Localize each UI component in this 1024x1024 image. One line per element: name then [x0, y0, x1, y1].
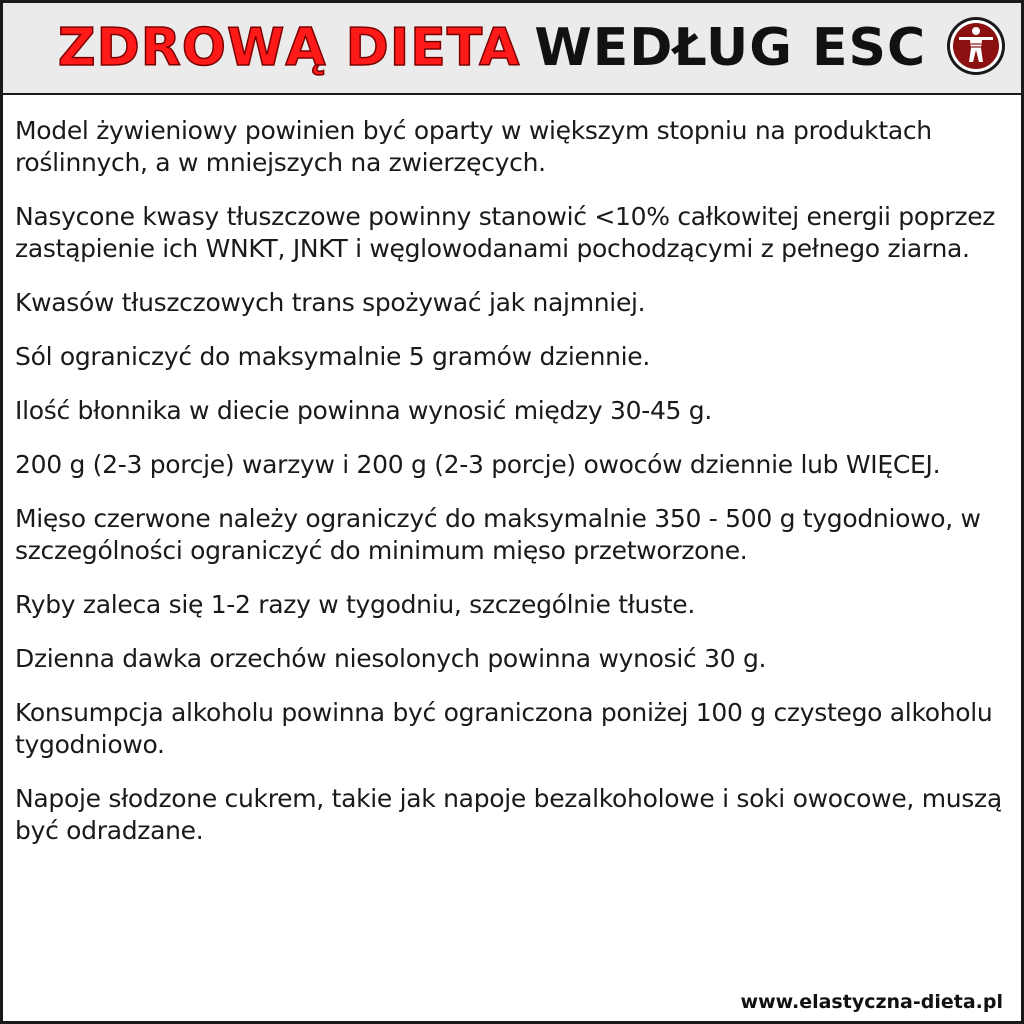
recommendation-paragraph: Kwasów tłuszczowych trans spożywać jak najmniej. — [15, 288, 646, 317]
title-black-part: WEDŁUG ESC — [534, 18, 927, 78]
recommendation-paragraph: Napoje słodzone cukrem, takie jak napoje bezalkoholowe i soki owocowe, muszą być odradzane. — [15, 784, 1002, 845]
website-url: www.elastyczna-dieta.pl — [740, 991, 1003, 1013]
recommendation-paragraph: Nasycone kwasy tłuszczowe powinny stanowić <10% całkowitej energii poprzez zastąpienie ich WNKT, JNKT i węglowodanami pochodzącymi z pełnego ziarna. — [15, 202, 996, 263]
recommendation-paragraph: Dzienna dawka orzechów niesolonych powinna wynosić 30 g. — [15, 644, 767, 673]
recommendation-paragraph: Konsumpcja alkoholu powinna być ograniczona poniżej 100 g czystego alkoholu tygodniowo. — [15, 698, 993, 759]
recommendation-paragraph: Ilość błonnika w diecie powinna wynosić między 30-45 g. — [15, 396, 713, 425]
recommendation-paragraph: Sól ograniczyć do maksymalnie 5 gramów dziennie. — [15, 342, 651, 371]
recommendation-paragraph: Ryby zaleca się 1-2 razy w tygodniu, szczególnie tłuste. — [15, 590, 696, 619]
title-red-part: ZDROWĄ DIETA — [57, 18, 521, 78]
recommendation-paragraph: 200 g (2-3 porcje) warzyw i 200 g (2-3 porcje) owoców dziennie lub WIĘCEJ. — [15, 450, 941, 479]
recommendation-paragraph: Mięso czerwone należy ograniczyć do maksymalnie 350 - 500 g tygodniowo, w szczególności ograniczyć do minimum mięso przetworzone. — [15, 504, 981, 565]
body-figure-logo-icon — [945, 15, 1007, 77]
header-bar — [3, 3, 1021, 95]
page-title — [58, 18, 926, 78]
recommendation-paragraph: Model żywieniowy powinien być oparty w większym stopniu na produktach roślinnych, a w mniejszych na zwierzęcych. — [15, 116, 932, 177]
recommendations-list — [15, 115, 1005, 869]
